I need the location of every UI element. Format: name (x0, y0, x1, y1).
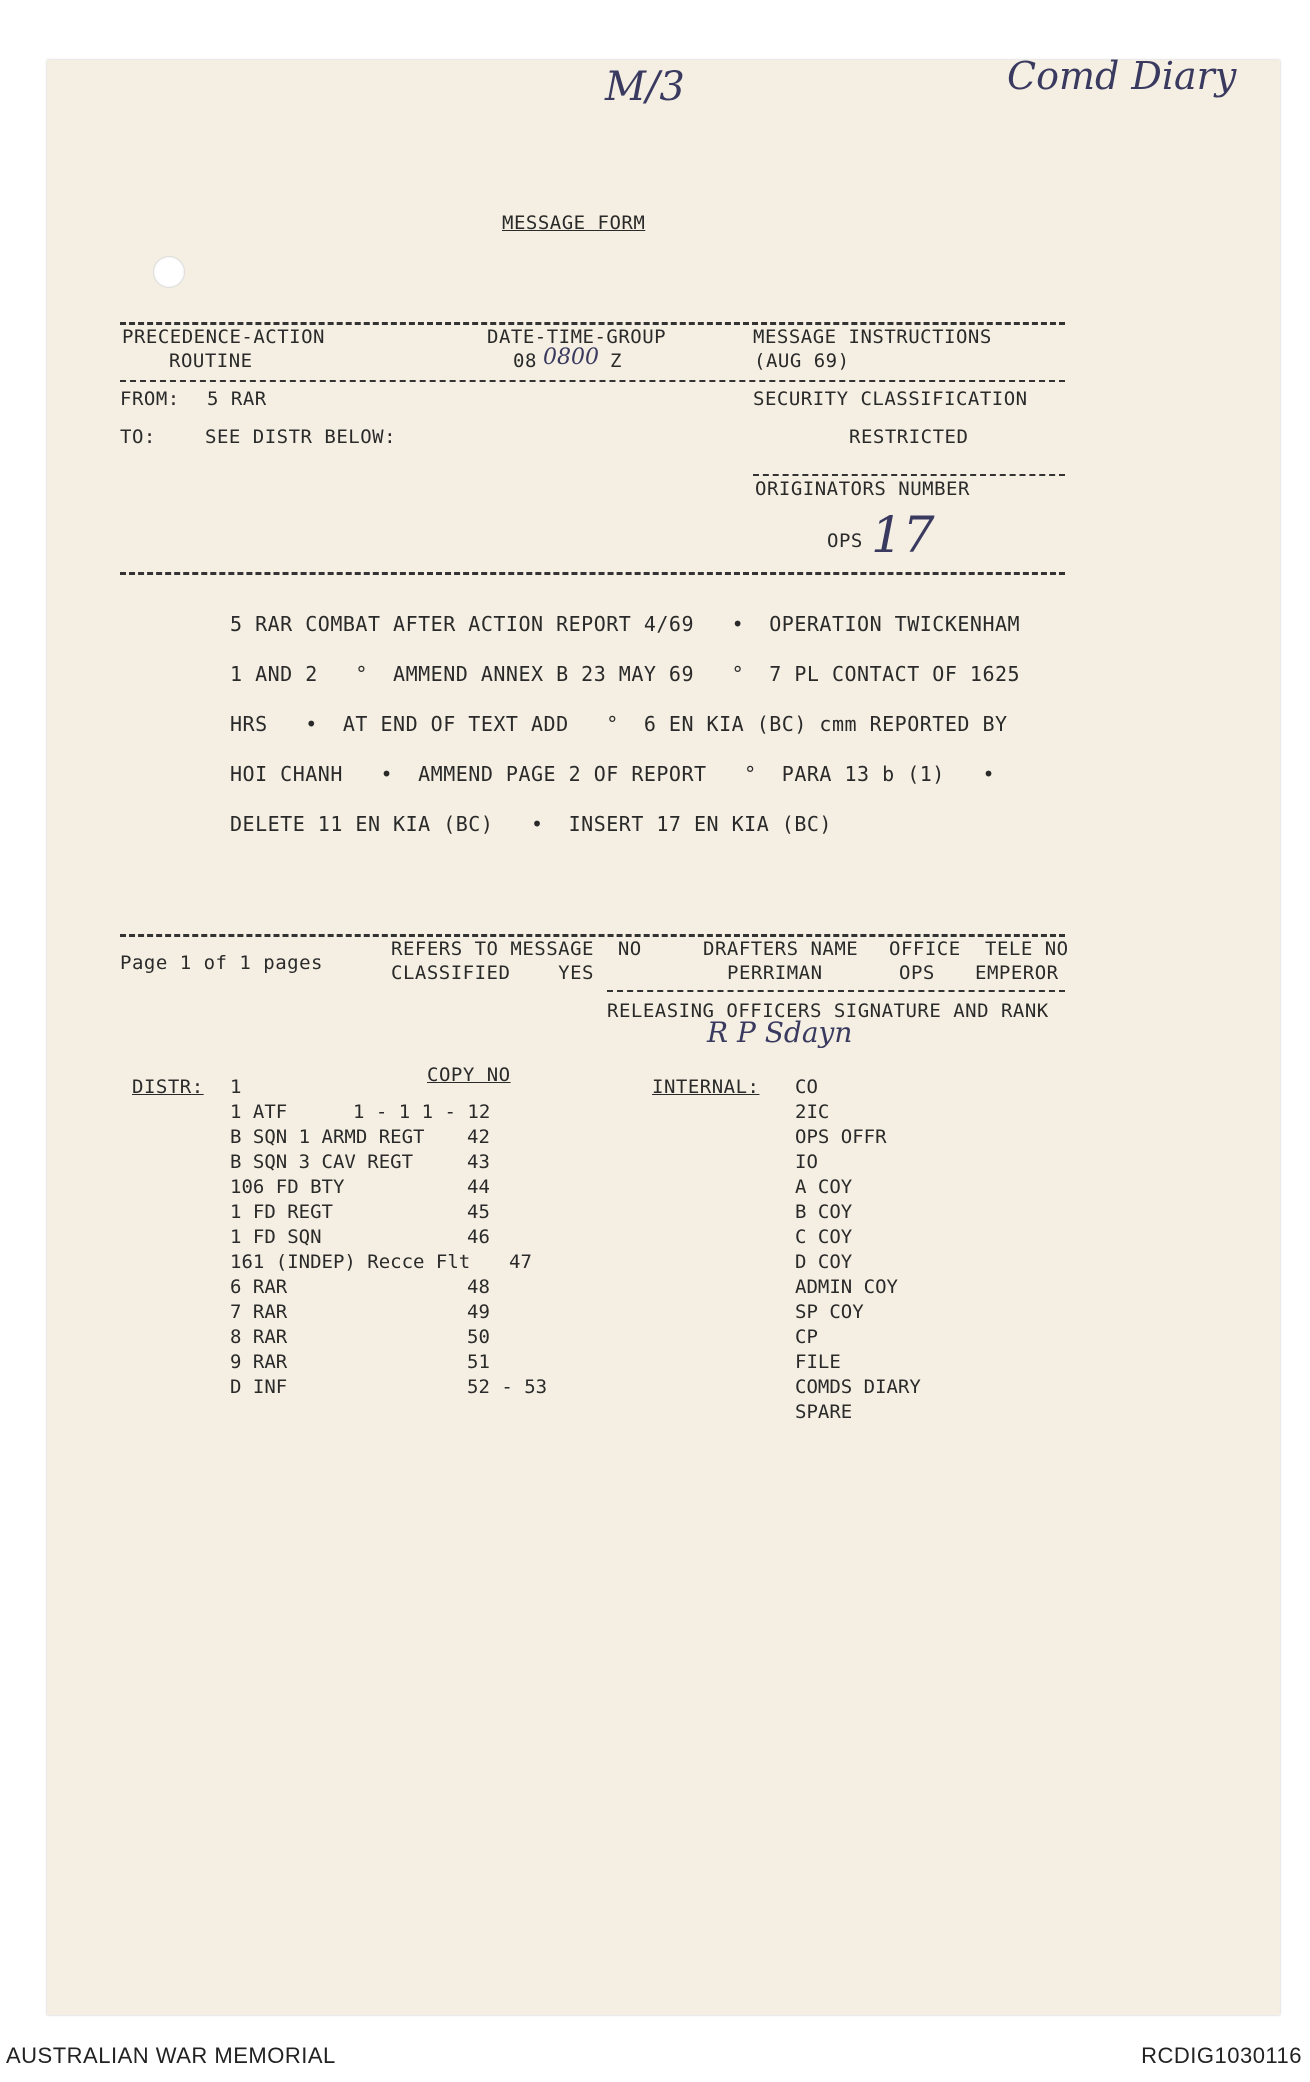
originators-number-handwritten: 17 (871, 506, 935, 564)
dtg-prefix: 08 (513, 350, 537, 372)
distr-copy-no: 49 (467, 1301, 490, 1323)
releasing-rule (607, 990, 1065, 992)
distr-unit: 1 FD SQN (230, 1226, 322, 1248)
internal-distr-item: 2IC (795, 1101, 830, 1123)
security-classification-label: SECURITY CLASSIFICATION (753, 388, 1028, 410)
precedence-value: ROUTINE (169, 350, 253, 372)
refers-to-message-label: REFERS TO MESSAGE NO (391, 938, 642, 960)
dtg-label: DATE-TIME-GROUP (487, 326, 667, 348)
distr-copy-no: 47 (509, 1251, 532, 1273)
body-line: 5 RAR COMBAT AFTER ACTION REPORT 4/69 • OPERATION TWICKENHAM (230, 612, 1021, 636)
dtg-handwritten-time: 0800 (543, 345, 599, 370)
copy-no-label: COPY NO (427, 1064, 511, 1086)
distr-first-row: 1 (230, 1076, 242, 1098)
distr-copy-no: 52 - 53 (467, 1376, 548, 1398)
distr-unit: 8 RAR (230, 1326, 288, 1348)
distr-copy-no: 48 (467, 1276, 490, 1298)
distr-unit: B SQN 3 CAV REGT (230, 1151, 414, 1173)
internal-distr-item: D COY (795, 1251, 853, 1273)
distr-unit: B SQN 1 ARMD REGT (230, 1126, 425, 1148)
punch-hole (153, 256, 185, 288)
office-label: OFFICE (889, 938, 961, 960)
distr-unit: D INF (230, 1376, 288, 1398)
internal-distr-item: IO (795, 1151, 818, 1173)
from-label: FROM: (120, 388, 180, 410)
tele-no-label: TELE NO (985, 938, 1069, 960)
distr-unit: 1 FD REGT (230, 1201, 333, 1223)
internal-distr-item: OPS OFFR (795, 1126, 887, 1148)
drafters-name-value: PERRIMAN (727, 962, 823, 984)
internal-distr-item: COMDS DIARY (795, 1376, 921, 1398)
internal-label: INTERNAL: (652, 1076, 760, 1098)
internal-distr-item: CP (795, 1326, 818, 1348)
distr-unit: 6 RAR (230, 1276, 288, 1298)
internal-distr-item: B COY (795, 1201, 853, 1223)
tele-no-value: EMPEROR (975, 962, 1059, 984)
body-line: HRS • AT END OF TEXT ADD ° 6 EN KIA (BC) cmm REPORTED BY (230, 712, 1008, 736)
precedence-label: PRECEDENCE-ACTION (122, 326, 325, 348)
to-value: SEE DISTR BELOW: (205, 426, 397, 448)
internal-distr-item: CO (795, 1076, 818, 1098)
internal-distr-item: SP COY (795, 1301, 864, 1323)
classified-label: CLASSIFIED YES (391, 962, 594, 984)
distr-label: DISTR: (132, 1076, 204, 1098)
originators-number-label: ORIGINATORS NUMBER (755, 478, 970, 500)
body-line: 1 AND 2 ° AMMEND ANNEX B 23 MAY 69 ° 7 PL CONTACT OF 1625 (230, 662, 1021, 686)
internal-distr-item: A COY (795, 1176, 853, 1198)
distr-copy-no: 44 (467, 1176, 490, 1198)
footer-top-rule (120, 934, 1065, 937)
page-info: Page 1 of 1 pages (120, 952, 323, 974)
distr-copy-no: 43 (467, 1151, 490, 1173)
internal-distr-item: C COY (795, 1226, 853, 1248)
distr-unit: 106 FD BTY (230, 1176, 345, 1198)
drafters-name-label: DRAFTERS NAME (703, 938, 859, 960)
office-value: OPS (899, 962, 935, 984)
internal-distr-item: SPARE (795, 1401, 853, 1423)
distr-copy-no: 51 (467, 1351, 490, 1373)
distr-copy-no: 45 (467, 1201, 490, 1223)
releasing-officer-signature: R P Sdayn (707, 1016, 853, 1049)
archive-id: RCDIG1030116 (1141, 2043, 1302, 2068)
header-mid-rule (120, 380, 1065, 382)
message-form-sheet (47, 54, 1280, 2015)
body-line: HOI CHANH • AMMEND PAGE 2 OF REPORT ° PARA 13 b (1) • (230, 762, 996, 786)
originators-number-prefix: OPS (827, 530, 863, 552)
distr-unit: 9 RAR (230, 1351, 288, 1373)
header-bottom-rule (120, 572, 1065, 575)
from-value: 5 RAR (207, 388, 267, 410)
archive-label: AUSTRALIAN WAR MEMORIAL (6, 2043, 336, 2068)
dtg-suffix: Z (610, 350, 622, 372)
distr-unit: 1 ATF (230, 1101, 288, 1123)
internal-distr-item: FILE (795, 1351, 841, 1373)
distr-copy-no: 1 - 1 1 - 12 (353, 1101, 491, 1123)
originator-rule (753, 474, 1065, 476)
handwritten-ref: M/3 (605, 64, 685, 110)
distr-unit: 161 (INDEP) Recce Flt (230, 1251, 471, 1273)
message-instructions-label: MESSAGE INSTRUCTIONS (753, 326, 992, 348)
security-classification-value: RESTRICTED (849, 426, 969, 448)
internal-distr-item: ADMIN COY (795, 1276, 898, 1298)
body-line: DELETE 11 EN KIA (BC) • INSERT 17 EN KIA (BC) (230, 812, 832, 836)
to-label: TO: (120, 426, 156, 448)
header-top-rule (120, 322, 1065, 325)
distr-copy-no: 42 (467, 1126, 490, 1148)
releasing-officer-label: RELEASING OFFICERS SIGNATURE AND RANK (607, 1000, 1049, 1022)
handwritten-corner-note: Comd Diary (1007, 54, 1237, 98)
distr-copy-no: 50 (467, 1326, 490, 1348)
message-instructions-value: (AUG 69) (754, 350, 850, 372)
form-title: MESSAGE FORM (502, 212, 646, 234)
distr-unit: 7 RAR (230, 1301, 288, 1323)
distr-copy-no: 46 (467, 1226, 490, 1248)
